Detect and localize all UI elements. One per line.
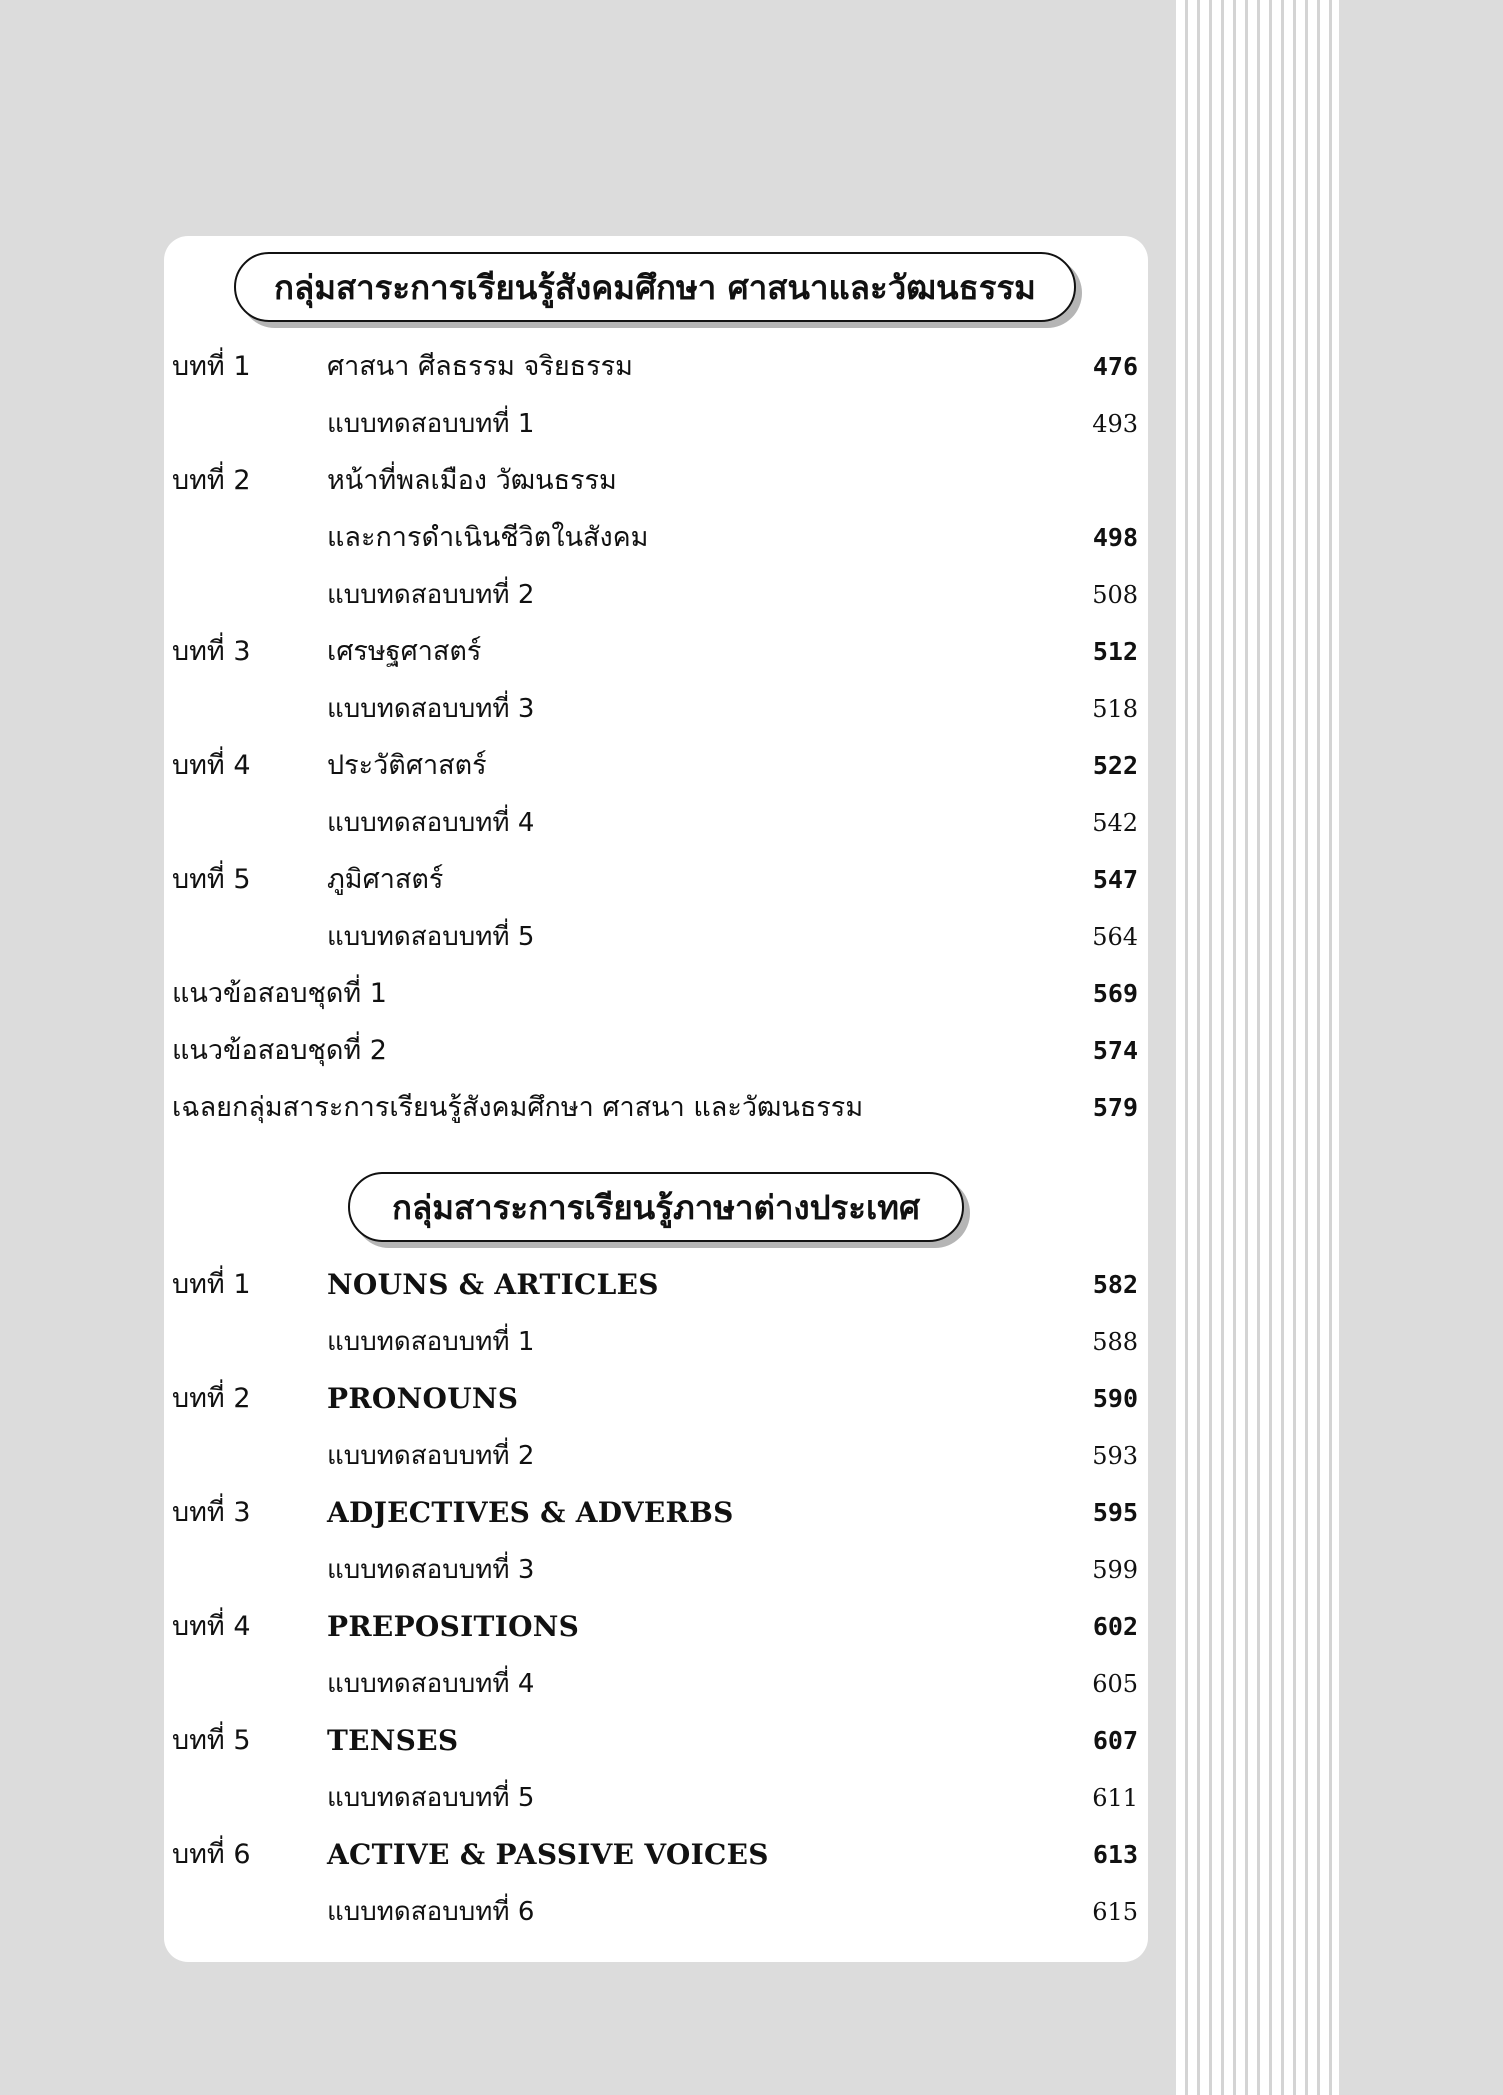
page-number: 579 — [1092, 1093, 1138, 1122]
toc-row — [172, 399, 1138, 449]
toc-row — [172, 1431, 1138, 1481]
entry-title: เศรษฐศาสตร์ — [327, 636, 482, 667]
toc-row — [172, 798, 1138, 848]
entry-title: PREPOSITIONS — [327, 1610, 580, 1643]
page-number: 542 — [1092, 809, 1138, 837]
chapter-label: บทที่ 4 — [172, 750, 251, 781]
entry-title: แบบทดสอบบทที่ 1 — [327, 409, 535, 439]
page-number: 518 — [1092, 695, 1138, 723]
toc-row — [172, 456, 1138, 506]
page-number: 498 — [1092, 523, 1138, 552]
toc-row — [172, 1488, 1138, 1538]
page-number: 602 — [1092, 1612, 1138, 1641]
entry-title: แบบทดสอบบทที่ 4 — [327, 808, 535, 838]
toc-row — [172, 1887, 1138, 1937]
page-number: 615 — [1092, 1898, 1138, 1926]
toc-row — [172, 570, 1138, 620]
entry-title: แบบทดสอบบทที่ 3 — [327, 1555, 535, 1585]
toc-row — [172, 1773, 1138, 1823]
chapter-label: บทที่ 6 — [172, 1839, 251, 1870]
entry-title: แบบทดสอบบทที่ 5 — [327, 922, 535, 952]
toc-row — [172, 1374, 1138, 1424]
page-number: 595 — [1092, 1498, 1138, 1527]
toc-row — [172, 342, 1138, 392]
page-number: 607 — [1092, 1726, 1138, 1755]
decorative-stripes — [1176, 0, 1339, 2095]
chapter-label: บทที่ 4 — [172, 1611, 251, 1642]
toc-row — [172, 855, 1138, 905]
page-number: 564 — [1092, 923, 1138, 951]
entry-title: ประวัติศาสตร์ — [327, 750, 487, 781]
entry-title: เฉลยกลุ่มสาระการเรียนรู้สังคมศึกษา ศาสนา และวัฒนธรรม — [172, 1092, 864, 1123]
toc-row — [172, 1260, 1138, 1310]
entry-title: หน้าที่พลเมือง วัฒนธรรม — [327, 465, 617, 496]
chapter-label: บทที่ 5 — [172, 1725, 251, 1756]
toc-row — [172, 969, 1138, 1019]
entry-title: แบบทดสอบบทที่ 5 — [327, 1783, 535, 1813]
chapter-label: บทที่ 2 — [172, 1383, 251, 1414]
page-number: 476 — [1092, 352, 1138, 381]
toc-row — [172, 1716, 1138, 1766]
entry-title: แบบทดสอบบทที่ 6 — [327, 1897, 535, 1927]
page-number: 613 — [1092, 1840, 1138, 1869]
page-number: 493 — [1092, 410, 1138, 438]
entry-title: ภูมิศาสตร์ — [327, 864, 444, 895]
page-number: 508 — [1092, 581, 1138, 609]
entry-title: NOUNS & ARTICLES — [327, 1268, 659, 1301]
chapter-label: บทที่ 3 — [172, 1497, 251, 1528]
chapter-label: บทที่ 1 — [172, 1269, 251, 1300]
page-number: 512 — [1092, 637, 1138, 666]
section-header-social-studies — [234, 252, 1076, 322]
page-number: 582 — [1092, 1270, 1138, 1299]
section-header-label: กลุ่มสาระการเรียนรู้ภาษาต่างประเทศ — [392, 1187, 920, 1227]
entry-title: ศาสนา ศีลธรรม จริยธรรม — [327, 351, 633, 382]
entry-title: แบบทดสอบบทที่ 3 — [327, 694, 535, 724]
page-number: 611 — [1092, 1784, 1138, 1812]
toc-row — [172, 1083, 1138, 1133]
toc-row — [172, 912, 1138, 962]
chapter-label: บทที่ 3 — [172, 636, 251, 667]
entry-title: PRONOUNS — [327, 1382, 519, 1415]
section-header-foreign-languages — [348, 1172, 964, 1242]
chapter-label: บทที่ 5 — [172, 864, 251, 895]
page-number: 599 — [1092, 1556, 1138, 1584]
page-number: 593 — [1092, 1442, 1138, 1470]
entry-title: แนวข้อสอบชุดที่ 2 — [172, 1035, 387, 1066]
toc-row — [172, 1659, 1138, 1709]
entry-title: ACTIVE & PASSIVE VOICES — [327, 1838, 769, 1871]
entry-title: แบบทดสอบบทที่ 1 — [327, 1327, 535, 1357]
entry-title: และการดำเนินชีวิตในสังคม — [327, 522, 649, 553]
table-of-contents-panel — [164, 236, 1148, 1962]
page-number: 588 — [1092, 1328, 1138, 1356]
entry-title: ADJECTIVES & ADVERBS — [327, 1496, 734, 1529]
toc-row — [172, 741, 1138, 791]
chapter-label: บทที่ 2 — [172, 465, 251, 496]
page-number: 522 — [1092, 751, 1138, 780]
toc-row — [172, 627, 1138, 677]
toc-row — [172, 684, 1138, 734]
page-number: 547 — [1092, 865, 1138, 894]
page-number: 605 — [1092, 1670, 1138, 1698]
page-number: 569 — [1092, 979, 1138, 1008]
page-number: 590 — [1092, 1384, 1138, 1413]
toc-row — [172, 513, 1138, 563]
entry-title: แบบทดสอบบทที่ 2 — [327, 580, 535, 610]
section-header-label: กลุ่มสาระการเรียนรู้สังคมศึกษา ศาสนาและวัฒนธรรม — [274, 267, 1036, 307]
entry-title: แนวข้อสอบชุดที่ 1 — [172, 978, 387, 1009]
toc-row — [172, 1830, 1138, 1880]
chapter-label: บทที่ 1 — [172, 351, 251, 382]
toc-row — [172, 1026, 1138, 1076]
entry-title: แบบทดสอบบทที่ 4 — [327, 1669, 535, 1699]
entry-title: TENSES — [327, 1724, 459, 1757]
toc-row — [172, 1602, 1138, 1652]
toc-row — [172, 1545, 1138, 1595]
toc-row — [172, 1317, 1138, 1367]
page-number: 574 — [1092, 1036, 1138, 1065]
entry-title: แบบทดสอบบทที่ 2 — [327, 1441, 535, 1471]
